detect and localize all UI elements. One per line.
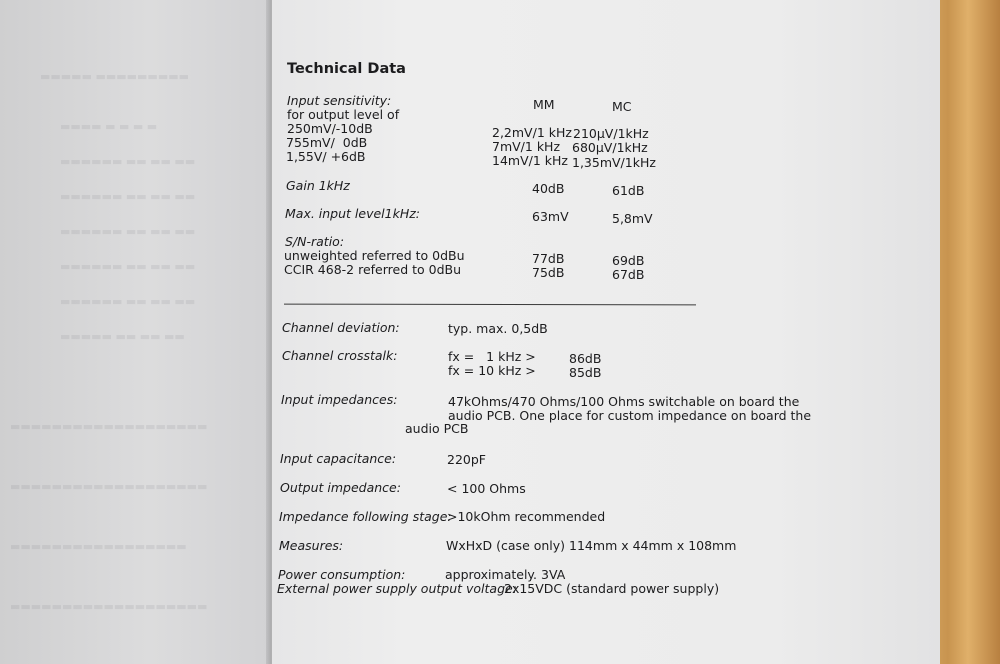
measures-value: WxHxD (case only) 114mm x 44mm x 108mm <box>446 538 737 553</box>
sensitivity-mc-value: 210µV/1kHz <box>573 126 649 141</box>
external-power-value: 2x15VDC (standard power supply) <box>504 581 720 596</box>
input-capacitance-label: Input capacitance: <box>280 451 397 466</box>
column-header-mc: MC <box>612 99 632 114</box>
impedance-following-value: >10kOhm recommended <box>447 509 606 524</box>
sn-ratio-mm-value: 77dB <box>532 251 565 266</box>
sensitivity-level: 755mV/ 0dB <box>286 135 368 150</box>
bleed-through-text: ▬▬▬▬▬▬▬▬▬▬▬▬▬▬▬▬▬▬▬ <box>10 600 208 613</box>
bleed-through-text: ▬▬▬▬▬ ▬▬ ▬▬ ▬▬ <box>60 330 185 343</box>
sn-ratio-row-label: unweighted referred to 0dBu <box>284 248 465 263</box>
right-page <box>272 0 940 664</box>
channel-crosstalk-label: Channel crosstalk: <box>282 348 398 363</box>
input-capacitance-value: 220pF <box>447 452 486 467</box>
sn-ratio-label: S/N-ratio: <box>285 234 345 249</box>
crosstalk-value: 86dB <box>569 351 602 366</box>
sn-ratio-row-label: CCIR 468-2 referred to 0dBu <box>284 262 462 277</box>
sensitivity-mm-value: 2,2mV/1 kHz <box>492 125 572 140</box>
crosstalk-fx: fx = 10 kHz > <box>448 363 536 378</box>
gain-label: Gain 1kHz <box>286 178 350 193</box>
external-power-label: External power supply output voltage: <box>277 581 517 596</box>
crosstalk-fx: fx = 1 kHz > <box>448 349 536 364</box>
page-title: Technical Data <box>287 61 406 77</box>
bleed-through-text: ▬▬▬▬▬ ▬▬▬▬▬▬▬▬▬ <box>40 70 189 83</box>
bleed-through-text: ▬▬▬▬▬▬ ▬▬ ▬▬ ▬▬ <box>60 260 196 273</box>
output-impedance-value: < 100 Ohms <box>447 481 526 496</box>
power-consumption-label: Power consumption: <box>278 567 406 582</box>
max-input-label: Max. input level1kHz: <box>285 206 421 221</box>
sensitivity-mm-value: 14mV/1 kHz <box>492 153 568 168</box>
sensitivity-mc-value: 680µV/1kHz <box>572 140 648 155</box>
channel-deviation-label: Channel deviation: <box>282 320 400 335</box>
bleed-through-text: ▬▬▬▬▬▬▬▬▬▬▬▬▬▬▬▬▬▬▬ <box>10 480 208 493</box>
power-consumption-value: approximately. 3VA <box>445 567 566 582</box>
input-sensitivity-label: Input sensitivity: <box>287 93 392 108</box>
max-input-mc-value: 5,8mV <box>612 211 653 226</box>
channel-deviation-value: typ. max. 0,5dB <box>448 321 548 336</box>
input-sensitivity-sublabel: for output level of <box>287 107 400 122</box>
bleed-through-text: ▬▬▬▬▬▬ ▬▬ ▬▬ ▬▬ <box>60 190 196 203</box>
column-header-mm: MM <box>533 97 555 112</box>
sensitivity-level: 1,55V/ +6dB <box>286 149 366 164</box>
gain-mc-value: 61dB <box>612 183 645 198</box>
max-input-mm-value: 63mV <box>532 209 569 224</box>
bleed-through-text: ▬▬▬▬▬▬▬▬▬▬▬▬▬▬▬▬▬▬▬ <box>10 420 208 433</box>
sn-ratio-mm-value: 75dB <box>532 265 565 280</box>
bleed-through-text: ▬▬▬▬ ▬ ▬ ▬ ▬ <box>60 120 158 133</box>
gain-mm-value: 40dB <box>532 181 565 196</box>
measures-label: Measures: <box>279 538 344 553</box>
sensitivity-mc-value: 1,35mV/1kHz <box>572 155 656 170</box>
input-impedances-label: Input impedances: <box>281 392 398 407</box>
bleed-through-text: ▬▬▬▬▬▬ ▬▬ ▬▬ ▬▬ <box>60 295 196 308</box>
crosstalk-value: 85dB <box>569 365 602 380</box>
sn-ratio-mc-value: 69dB <box>612 253 645 268</box>
sn-ratio-mc-value: 67dB <box>612 267 645 282</box>
left-page <box>0 0 272 664</box>
bleed-through-text: ▬▬▬▬▬▬ ▬▬ ▬▬ ▬▬ <box>60 225 196 238</box>
bleed-through-text: ▬▬▬▬▬▬ ▬▬ ▬▬ ▬▬ <box>60 155 196 168</box>
input-impedances-line: 47kOhms/470 Ohms/100 Ohms switchable on board the <box>448 394 800 409</box>
sensitivity-mm-value: 7mV/1 kHz <box>492 139 561 154</box>
impedance-following-label: Impedance following stage: <box>279 509 452 524</box>
input-impedances-line: audio PCB <box>405 421 469 436</box>
sensitivity-level: 250mV/-10dB <box>287 121 373 136</box>
output-impedance-label: Output impedance: <box>280 480 401 495</box>
section-divider <box>284 304 696 306</box>
input-impedances-line: audio PCB. One place for custom impedance on board the <box>448 408 812 423</box>
bleed-through-text: ▬▬▬▬▬▬▬▬▬▬▬▬▬▬▬▬▬ <box>10 540 187 553</box>
